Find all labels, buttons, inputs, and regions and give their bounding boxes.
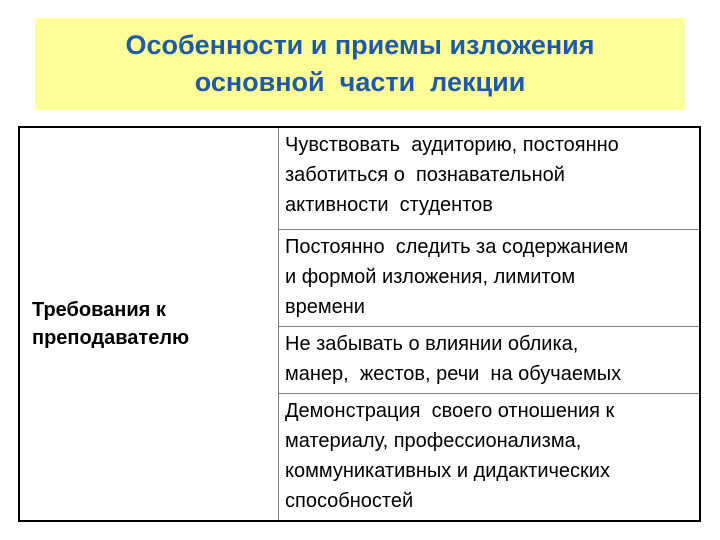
requirement-text: Чувствовать аудиторию, постоянно	[285, 134, 619, 156]
requirement-row-1	[279, 127, 701, 229]
requirement-text: заботиться о познавательной	[285, 164, 565, 186]
requirement-text: материалу, профессионализма,	[285, 429, 582, 452]
requirement-row-4	[279, 393, 701, 521]
requirement-text: коммуникативных и дидактических	[285, 459, 610, 482]
slide-title-line-2: основной части лекции	[194, 67, 526, 97]
requirement-text: активности студентов	[285, 194, 493, 216]
requirement-row-3	[279, 326, 701, 393]
requirement-row-2	[279, 229, 701, 326]
left-header-cell	[19, 127, 279, 521]
requirements-table	[18, 126, 701, 522]
requirement-text: Не забывать о влиянии облика,	[285, 332, 579, 355]
requirement-text: Демонстрация своего отношения к	[285, 399, 615, 422]
left-header-line-1: Требования к	[32, 298, 166, 321]
requirement-text: и формой изложения, лимитом	[285, 265, 576, 288]
requirement-text: Постоянно следить за содержанием	[285, 235, 629, 258]
requirement-text: времени	[285, 295, 365, 318]
left-header-line-2: преподавателю	[32, 326, 190, 349]
requirement-text: способностей	[285, 489, 414, 512]
slide-title-line-1: Особенности и приемы изложения	[125, 30, 595, 60]
slide-title-box	[35, 18, 685, 110]
requirement-text: манер, жестов, речи на обучаемых	[285, 362, 622, 385]
